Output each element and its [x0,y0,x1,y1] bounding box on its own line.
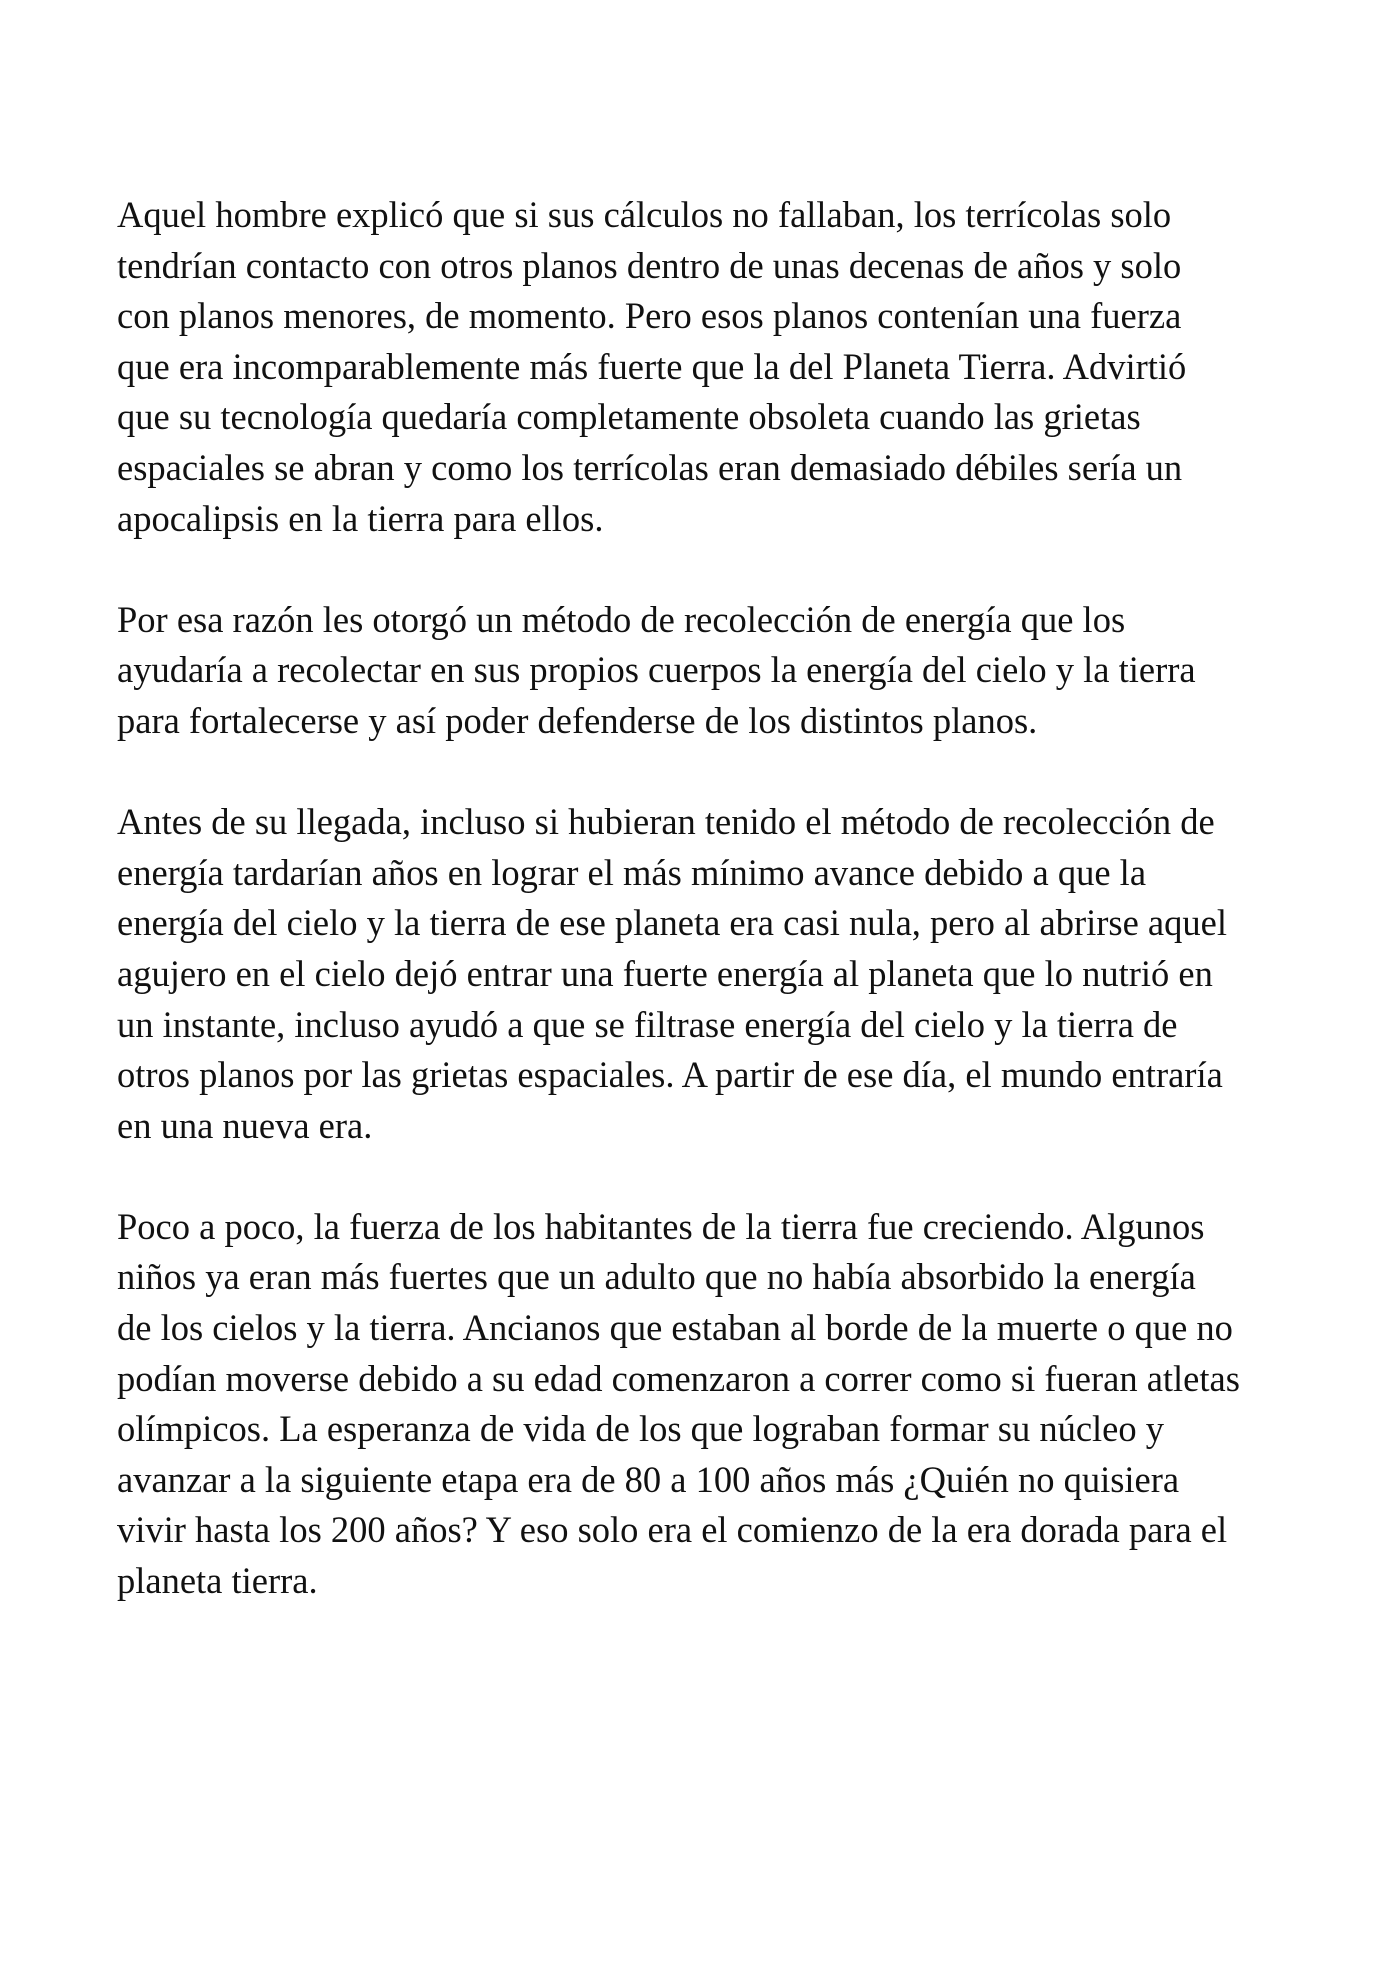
paragraph-2 [117,595,1297,747]
text-line: Aquel hombre explicó que si sus cálculos no fallaban, los terrícolas solo [117,194,1172,235]
body-text [117,190,1297,1607]
text-line: energía del cielo y la tierra de ese planeta era casi nula, pero al abrirse aquel [117,902,1227,944]
text-line: planeta tierra. [117,1560,318,1602]
text-line: podían moverse debido a su edad comenzaron a correr como si fueran atletas [117,1357,1240,1399]
text-line: espaciales se abran y como los terrícolas eran demasiado débiles sería un [117,446,1183,488]
paragraph-3 [117,797,1297,1151]
text-line: apocalipsis en la tierra para ellos. [117,497,604,539]
text-line: Por esa razón les otorgó un método de recolección de energía que los [117,598,1126,640]
text-line: un instante, incluso ayudó a que se filtrase energía del cielo y la tierra de [117,1003,1178,1045]
text-line: olímpicos. La esperanza de vida de los que lograban formar su núcleo y [117,1408,1164,1450]
text-line: otros planos por las grietas espaciales. A partir de ese día, el mundo entraría [117,1054,1223,1096]
text-line: Poco a poco, la fuerza de los habitantes de la tierra fue creciendo. Algunos [117,1205,1205,1247]
text-line: niños ya eran más fuertes que un adulto que no había absorbido la energía [117,1256,1196,1298]
text-line: energía tardarían años en lograr el más mínimo avance debido a que la [117,851,1147,893]
text-line: agujero en el cielo dejó entrar una fuerte energía al planeta que lo nutrió en [117,952,1213,994]
paragraph-4 [117,1202,1297,1607]
text-line: tendrían contacto con otros planos dentro de unas decenas de años y solo [117,244,1182,286]
text-line: que su tecnología quedaría completamente obsoleta cuando las grietas [117,396,1141,438]
text-line: con planos menores, de momento. Pero esos planos contenían una fuerza [117,295,1182,337]
text-line: en una nueva era. [117,1104,373,1146]
text-line: Antes de su llegada, incluso si hubieran tenido el método de recolección de [117,801,1215,843]
text-line: para fortalecerse y así poder defenderse de los distintos planos. [117,699,1038,741]
text-line: ayudaría a recolectar en sus propios cuerpos la energía del cielo y la tierra [117,649,1196,691]
paragraph-1 [117,190,1297,544]
text-line: de los cielos y la tierra. Ancianos que estaban al borde de la muerte o que no [117,1307,1233,1349]
text-line: vivir hasta los 200 años? Y eso solo era el comienzo de la era dorada para el [117,1509,1228,1551]
text-line: que era incomparablemente más fuerte que la del Planeta Tierra. Advirtió [117,345,1187,387]
text-line: avanzar a la siguiente etapa era de 80 a 100 años más ¿Quién no quisiera [117,1458,1180,1500]
